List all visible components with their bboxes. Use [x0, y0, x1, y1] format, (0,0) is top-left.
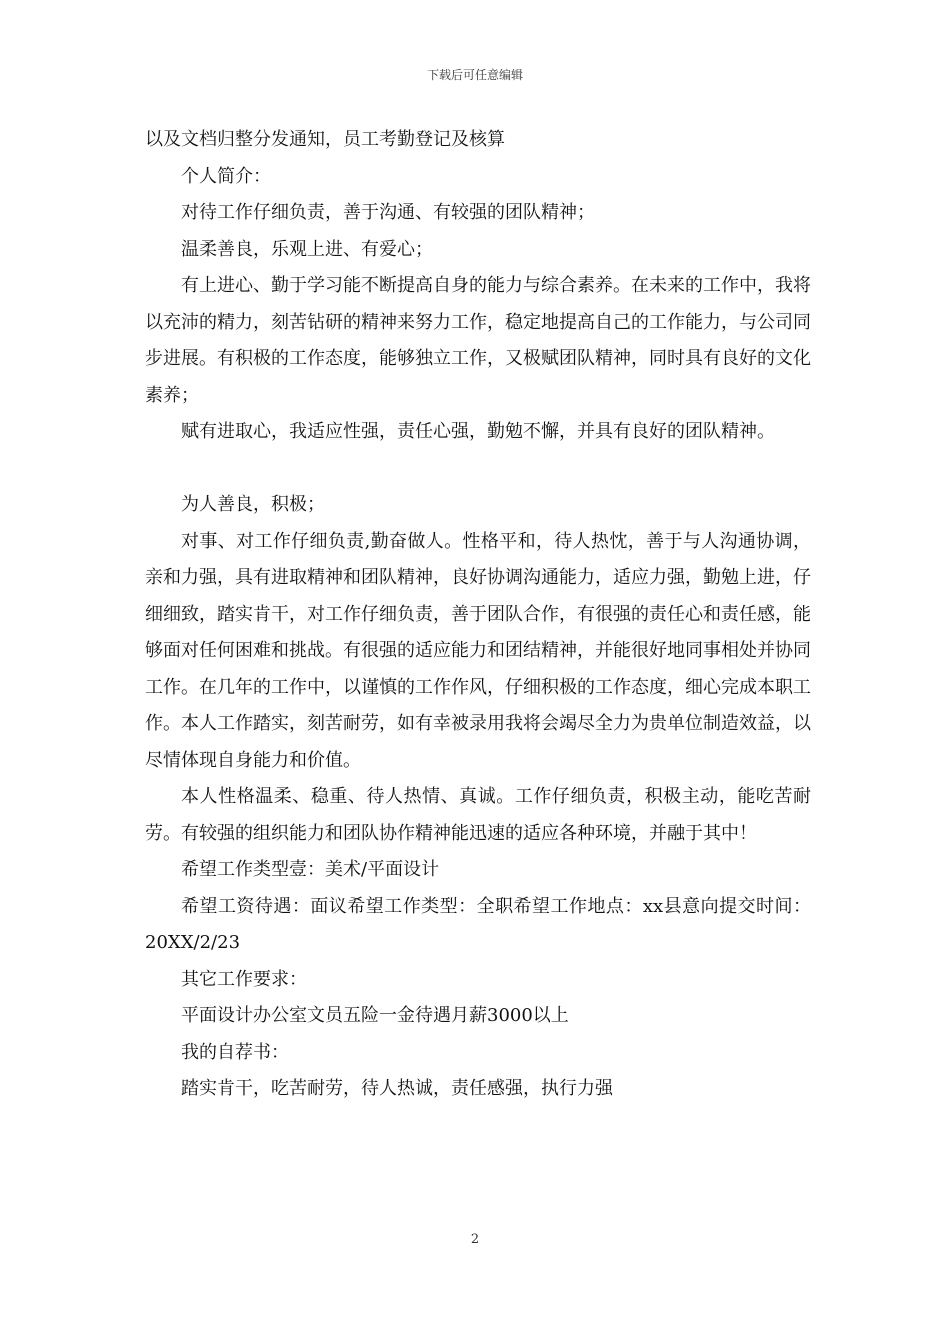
paragraph-desired-salary: 希望工资待遇：面议希望工作类型：全职希望工作地点：xx县意向提交时间：20XX/2/23 [145, 895, 811, 953]
paragraph-work-attitude: 对事、对工作仔细负责,勤奋做人。性格平和，待人热忱，善于与人沟通协调，亲和力强，具有进取精神和团队精神，良好协调沟通能力，适应力强，勤勉上进，仔细细致，踏实肯干，对工作仔细负责，善于团队合作，有很强的责任心和责任感，能够面对任何困难和挑战。有很强的适应能力和团结精神，并能很好地同事相处并协同工作。在几年的工作中，以谨慎的工作作风，仔细积极的工作态度，细心完成本职工作。本人工作踏实，刻苦耐劳，如有幸被录用我将会竭尽全力为贵单位制造效益，以尽情体现自身能力和价值。 [145, 530, 811, 771]
document-body [145, 122, 811, 1108]
paragraph-profile-line-1: 对待工作仔细负责，善于沟通、有较强的团队精神； [181, 202, 595, 223]
paragraph-other-requirements-heading: 其它工作要求： [181, 968, 307, 990]
paragraph-duties: 以及文档归整分发通知，员工考勤登记及核算 [145, 129, 505, 150]
paragraph-self-recommendation: 踏实肯干，吃苦耐劳，待人热诚，责任感强，执行力强 [181, 1078, 613, 1099]
paragraph-personality: 本人性格温柔、稳重、待人热情、真诚。工作仔细负责，积极主动，能吃苦耐劳。有较强的组织能力和团队协作精神能迅速的适应各种环境，并融于其中！ [145, 786, 811, 844]
paragraph-desired-job-type: 希望工作类型壹：美术/平面设计 [181, 859, 440, 880]
paragraph-motivation: 有上进心、勤于学习能不断提高自身的能力与综合素养。在未来的工作中，我将以充沛的精力，刻苦钻研的精神来努力工作，稳定地提高自己的工作能力，与公司同步进展。有积极的工作态度，能够独立工作，又极赋团队精神，同时具有良好的文化素养； [145, 275, 811, 406]
paragraph-profile-line-2: 温柔善良，乐观上进、有爱心； [181, 238, 433, 260]
paragraph-adaptability: 赋有进取心，我适应性强，责任心强，勤勉不懈，并具有良好的团队精神。 [181, 421, 775, 442]
paragraph-other-requirements: 平面设计办公室文员五险一金待遇月薪3000以上 [181, 1005, 569, 1026]
page-number: 2 [470, 1232, 480, 1247]
blank-line [145, 451, 811, 488]
paragraph-self-recommendation-heading: 我的自荐书： [181, 1041, 289, 1063]
paragraph-character-heading: 为人善良，积极； [181, 494, 325, 515]
page-header: 下载后可任意编辑 [426, 68, 523, 82]
paragraph-profile-heading: 个人简介： [181, 165, 271, 187]
